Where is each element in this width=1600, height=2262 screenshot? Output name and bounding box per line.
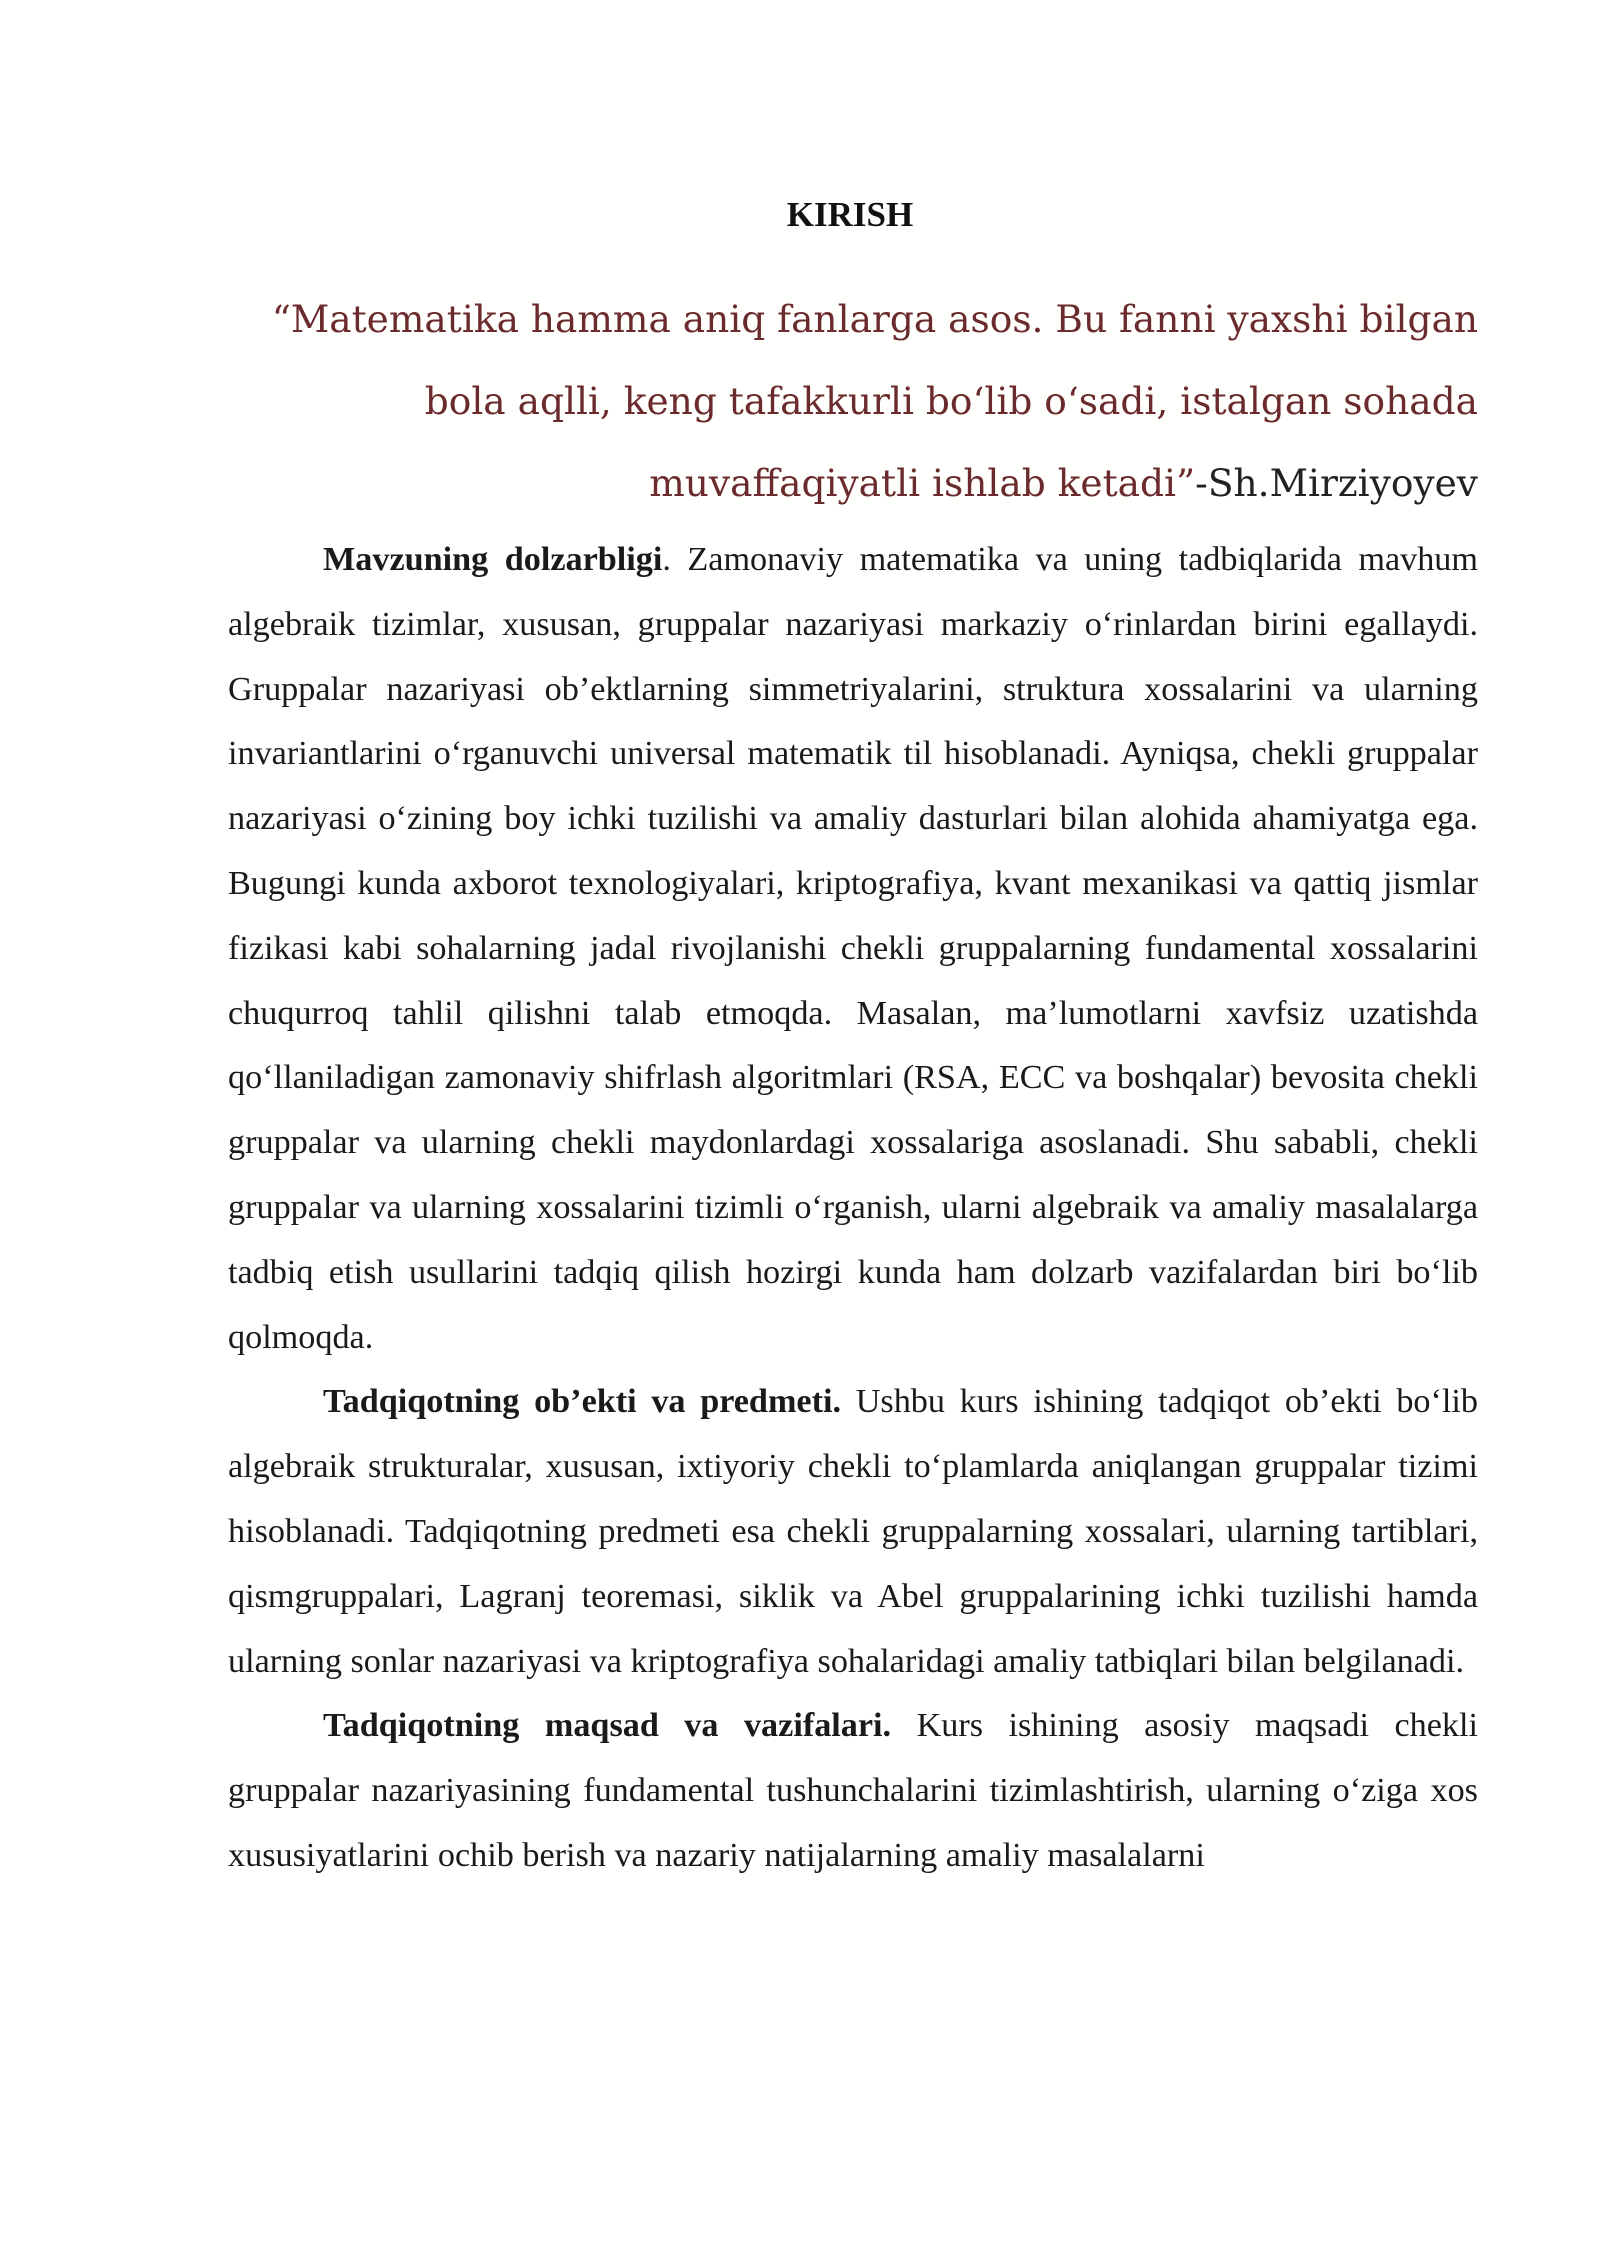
paragraph-lead: Mavzuning dolzarbligi [323, 541, 663, 578]
body-text [228, 528, 1478, 1889]
paragraph-text: Ushbu kurs ishining tadqiqot ob’ekti bo‘lib algebraik strukturalar, xususan, ixtiyoriy chekli to‘plamlarda aniqlangan gruppalar tizimi hisoblanadi. Tadqiqotning predmeti esa chekli gruppalarning xossalari, ularning tartiblari, qismgruppalari, Lagranj teoremasi, siklik va Abel gruppalarining ichki tuzilishi hamda ularning sonlar nazariyasi va kriptografiya sohalaridagi amaliy tatbiqlari bilan belgilanadi. [228, 1383, 1478, 1680]
paragraph-relevance [228, 528, 1478, 1370]
epigraph-quote: “Matematika hamma aniq fanlarga asos. Bu fanni yaxshi bilgan bola aqlli, keng tafakkurli bo‘lib o‘sadi, istalgan sohada muvaffaqiyatli ishlab ketadi” [271, 297, 1478, 505]
paragraph-lead: Tadqiqotning maqsad va vazifalari. [323, 1707, 892, 1745]
section-heading: KIRISH [786, 195, 914, 234]
epigraph-author: -Sh.Mirziyoyev [1195, 461, 1478, 505]
epigraph [270, 278, 1478, 524]
paragraph-lead: Tadqiqotning ob’ekti va predmeti. [323, 1383, 842, 1421]
paragraph-text: . Zamonaviy matematika va uning tadbiqlarida mavhum algebraik tizimlar, xususan, gruppalar nazariyasi markaziy o‘rinlardan birini egallaydi. Gruppalar nazariyasi ob’ektlarning simmetriyalarini, struktura xossalarini va ularning invariantlarini o‘rganuvchi universal matematik til hisoblanadi. Ayniqsa, chekli gruppalar nazariyasi o‘zining boy ichki tuzilishi va amaliy dasturlari bilan alohida ahamiyatga ega. Bugungi kunda axborot texnologiyalari, kriptografiya, kvant mexanikasi va qattiq jismlar fizikasi kabi sohalarning jadal rivojlanishi chekli gruppalarning fundamental xossalarini chuqurroq tahlil qilishni talab etmoqda. Masalan, ma’lumotlarni xavfsiz uzatishda qo‘llaniladigan zamonaviy shifrlash algoritmlari (RSA, ECC va boshqalar) bevosita chekli gruppalar va ularning chekli maydonlardagi xossalariga asoslanadi. Shu sababli, chekli gruppalar va ularning xossalarini tizimli o‘rganish, ularni algebraik va amaliy masalalarga tadbiq etish usullarini tadqiq qilish hozirgi kunda ham dolzarb vazifalardan biri bo‘lib qolmoqda. [228, 541, 1478, 1356]
paragraph-text: Kurs ishining asosiy maqsadi chekli gruppalar nazariyasining fundamental tushunchalarini tizimlashtirish, ularning o‘ziga xos xususiyatlarini ochib berish va nazariy natijalarning amaliy masalalarni [228, 1707, 1478, 1874]
paragraph-goals [228, 1694, 1478, 1888]
paragraph-object-subject [228, 1370, 1478, 1694]
